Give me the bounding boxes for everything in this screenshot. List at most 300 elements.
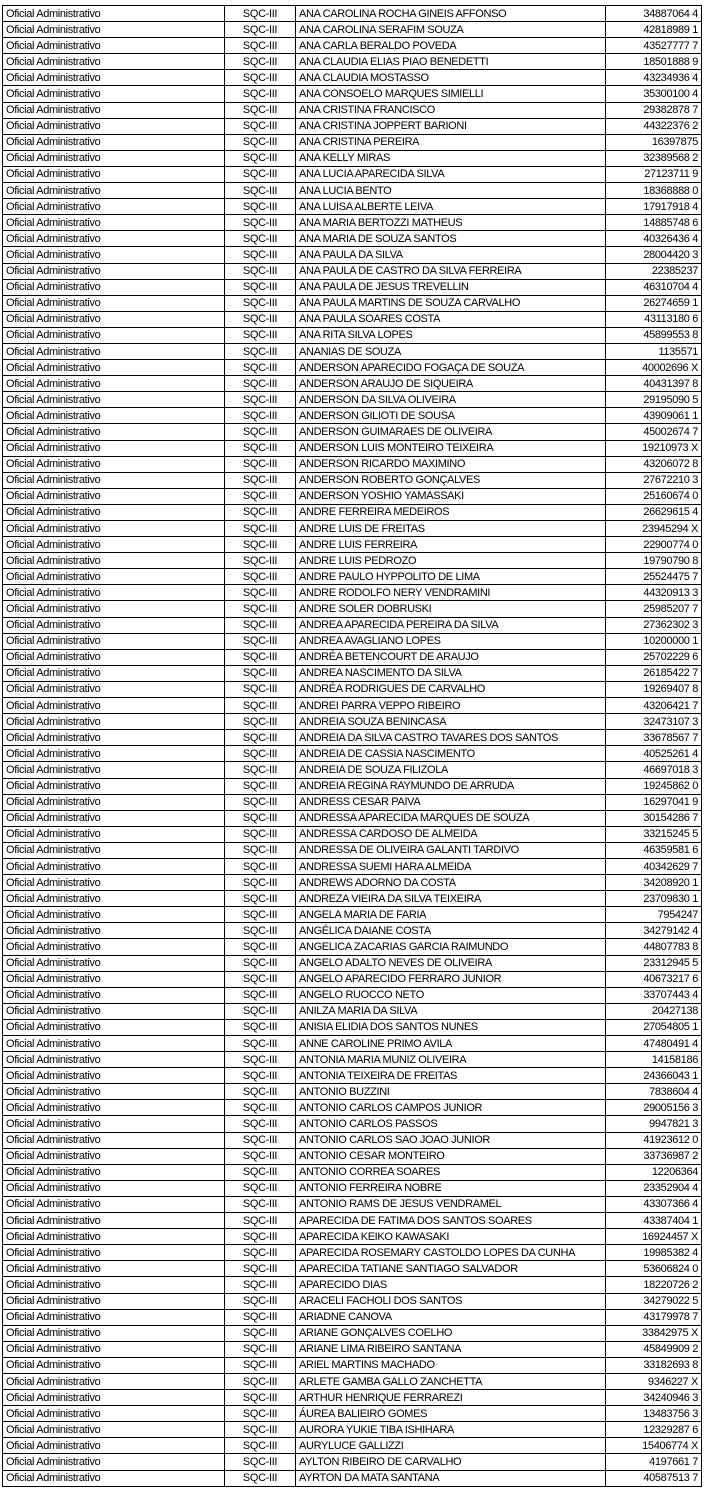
table-row [3, 1229, 702, 1245]
name-cell: ANGELICA ZACARIAS GARCIA RAIMUNDO [296, 939, 606, 955]
grade-cell: SQC-III [225, 810, 296, 826]
name-cell: ANDREZA VIEIRA DA SILVA TEIXEIRA [296, 891, 606, 907]
document-number-cell: 27123711 9 [606, 166, 702, 182]
table-row [3, 601, 702, 617]
name-cell: ANDREIA SOUZA BENINCASA [296, 714, 606, 730]
document-number-cell: 27672210 3 [606, 472, 702, 488]
table-row [3, 6, 702, 22]
document-number-cell: 32473107 3 [606, 714, 702, 730]
name-cell: ANDRE RODOLFO NERY VENDRAMINI [296, 585, 606, 601]
name-cell: ANDREIA DE SOUZA FILIZOLA [296, 762, 606, 778]
document-number-cell: 19210973 X [606, 440, 702, 456]
grade-cell: SQC-III [225, 1116, 296, 1132]
grade-cell: SQC-III [225, 778, 296, 794]
name-cell: ANA CAROLINA SERAFIM SOUZA [296, 22, 606, 38]
name-cell: ANA MARIA BERTOZZI MATHEUS [296, 215, 606, 231]
document-number-cell: 7954247 [606, 907, 702, 923]
grade-cell: SQC-III [225, 1277, 296, 1293]
grade-cell: SQC-III [225, 1422, 296, 1438]
role-cell: Oficial Administrativo [3, 1068, 225, 1084]
grade-cell: SQC-III [225, 569, 296, 585]
table-row [3, 263, 702, 279]
grade-cell: SQC-III [225, 1406, 296, 1422]
role-cell: Oficial Administrativo [3, 714, 225, 730]
grade-cell: SQC-III [225, 875, 296, 891]
document-number-cell: 34208920 1 [606, 875, 702, 891]
grade-cell: SQC-III [225, 392, 296, 408]
document-number-cell: 25985207 7 [606, 601, 702, 617]
document-number-cell: 43206421 7 [606, 698, 702, 714]
document-number-cell: 19269407 8 [606, 681, 702, 697]
document-number-cell: 22385237 [606, 263, 702, 279]
table-row [3, 1196, 702, 1212]
role-cell: Oficial Administrativo [3, 150, 225, 166]
table-row [3, 1261, 702, 1277]
name-cell: ANGELO RUOCCO NETO [296, 987, 606, 1003]
name-cell: ANA LUCIA BENTO [296, 183, 606, 199]
role-cell: Oficial Administrativo [3, 327, 225, 343]
role-cell: Oficial Administrativo [3, 762, 225, 778]
name-cell: APARECIDA DE FATIMA DOS SANTOS SOARES [296, 1213, 606, 1229]
document-number-cell: 22900774 0 [606, 537, 702, 553]
role-cell: Oficial Administrativo [3, 279, 225, 295]
table-row [3, 1406, 702, 1422]
name-cell: ANDREI PARRA VEPPO RIBEIRO [296, 698, 606, 714]
table-row [3, 826, 702, 842]
document-number-cell: 33182693 8 [606, 1357, 702, 1373]
document-number-cell: 42818989 1 [606, 22, 702, 38]
role-cell: Oficial Administrativo [3, 311, 225, 327]
role-cell: Oficial Administrativo [3, 86, 225, 102]
role-cell: Oficial Administrativo [3, 794, 225, 810]
table-row [3, 1003, 702, 1019]
role-cell: Oficial Administrativo [3, 649, 225, 665]
table-row [3, 955, 702, 971]
role-cell: Oficial Administrativo [3, 70, 225, 86]
grade-cell: SQC-III [225, 633, 296, 649]
role-cell: Oficial Administrativo [3, 1229, 225, 1245]
role-cell: Oficial Administrativo [3, 601, 225, 617]
document-number-cell: 17917918 4 [606, 199, 702, 215]
role-cell: Oficial Administrativo [3, 987, 225, 1003]
table-row [3, 38, 702, 54]
grade-cell: SQC-III [225, 1213, 296, 1229]
table-row [3, 842, 702, 858]
grade-cell: SQC-III [225, 714, 296, 730]
document-number-cell: 16924457 X [606, 1229, 702, 1245]
grade-cell: SQC-III [225, 617, 296, 633]
table-row [3, 923, 702, 939]
grade-cell: SQC-III [225, 1068, 296, 1084]
name-cell: ANDREIA REGINA RAYMUNDO DE ARRUDA [296, 778, 606, 794]
name-cell: ANDREIA DE CASSIA NASCIMENTO [296, 746, 606, 762]
table-row [3, 1052, 702, 1068]
table-row [3, 118, 702, 134]
document-number-cell: 40326436 4 [606, 231, 702, 247]
roster-table-body [3, 6, 702, 1487]
name-cell: ANA CAROLINA ROCHA GINEIS AFFONSO [296, 6, 606, 22]
grade-cell: SQC-III [225, 360, 296, 376]
name-cell: ANTONIO CARLOS CAMPOS JUNIOR [296, 1100, 606, 1116]
grade-cell: SQC-III [225, 150, 296, 166]
table-row [3, 569, 702, 585]
grade-cell: SQC-III [225, 327, 296, 343]
name-cell: ANA CONSOELO MARQUES SIMIELLI [296, 86, 606, 102]
role-cell: Oficial Administrativo [3, 537, 225, 553]
table-row [3, 553, 702, 569]
document-number-cell: 14158186 [606, 1052, 702, 1068]
table-row [3, 424, 702, 440]
name-cell: ANDRESS CESAR PAIVA [296, 794, 606, 810]
role-cell: Oficial Administrativo [3, 472, 225, 488]
document-number-cell: 23352904 4 [606, 1180, 702, 1196]
document-number-cell: 33736987 2 [606, 1148, 702, 1164]
grade-cell: SQC-III [225, 279, 296, 295]
name-cell: ANDRESSA APARECIDA MARQUES DE SOUZA [296, 810, 606, 826]
name-cell: ANDRE PAULO HYPPOLITO DE LIMA [296, 569, 606, 585]
table-row [3, 681, 702, 697]
name-cell: AURYLUCE GALLIZZI [296, 1438, 606, 1454]
table-row [3, 1357, 702, 1373]
table-row [3, 488, 702, 504]
grade-cell: SQC-III [225, 585, 296, 601]
name-cell: ARIADNE CANOVA [296, 1309, 606, 1325]
role-cell: Oficial Administrativo [3, 504, 225, 520]
document-number-cell: 23709830 1 [606, 891, 702, 907]
table-row [3, 1470, 702, 1486]
name-cell: ANGELO APARECIDO FERRARO JUNIOR [296, 971, 606, 987]
role-cell: Oficial Administrativo [3, 263, 225, 279]
document-number-cell: 7838604 4 [606, 1084, 702, 1100]
name-cell: ANDERSON APARECIDO FOGAÇA DE SOUZA [296, 360, 606, 376]
role-cell: Oficial Administrativo [3, 891, 225, 907]
name-cell: ANDRE LUIS PEDROZO [296, 553, 606, 569]
grade-cell: SQC-III [225, 22, 296, 38]
document-number-cell: 12206364 [606, 1164, 702, 1180]
name-cell: ANTONIA MARIA MUNIZ OLIVEIRA [296, 1052, 606, 1068]
name-cell: ANDRÉA RODRIGUES DE CARVALHO [296, 681, 606, 697]
role-cell: Oficial Administrativo [3, 1164, 225, 1180]
table-row [3, 746, 702, 762]
document-number-cell: 43307366 4 [606, 1196, 702, 1212]
name-cell: ANA LUISA ALBERTE LEIVA [296, 199, 606, 215]
table-row [3, 1309, 702, 1325]
document-number-cell: 43909061 1 [606, 408, 702, 424]
document-number-cell: 15406774 X [606, 1438, 702, 1454]
name-cell: ANA CLAUDIA MOSTASSO [296, 70, 606, 86]
table-row [3, 1293, 702, 1309]
document-number-cell: 40431397 8 [606, 376, 702, 392]
name-cell: ANDERSON ROBERTO GONÇALVES [296, 472, 606, 488]
grade-cell: SQC-III [225, 891, 296, 907]
name-cell: ANA PAULA MARTINS DE SOUZA CARVALHO [296, 295, 606, 311]
table-row [3, 1390, 702, 1406]
role-cell: Oficial Administrativo [3, 665, 225, 681]
document-number-cell: 43113180 6 [606, 311, 702, 327]
name-cell: ANA PAULA DE JESUS TREVELLIN [296, 279, 606, 295]
grade-cell: SQC-III [225, 424, 296, 440]
role-cell: Oficial Administrativo [3, 1390, 225, 1406]
name-cell: ANDREA NASCIMENTO DA SILVA [296, 665, 606, 681]
name-cell: ANNE CAROLINE PRIMO AVILA [296, 1036, 606, 1052]
name-cell: ANTONIO CESAR MONTEIRO [296, 1148, 606, 1164]
grade-cell: SQC-III [225, 102, 296, 118]
document-number-cell: 26185422 7 [606, 665, 702, 681]
name-cell: ANA KELLY MIRAS [296, 150, 606, 166]
grade-cell: SQC-III [225, 1180, 296, 1196]
grade-cell: SQC-III [225, 1003, 296, 1019]
document-number-cell: 29005156 3 [606, 1100, 702, 1116]
table-row [3, 1116, 702, 1132]
document-number-cell: 44322376 2 [606, 118, 702, 134]
table-row [3, 1084, 702, 1100]
role-cell: Oficial Administrativo [3, 1180, 225, 1196]
table-row [3, 714, 702, 730]
name-cell: ANDRESSA SUEMI HARA ALMEIDA [296, 858, 606, 874]
document-number-cell: 16397875 [606, 134, 702, 150]
name-cell: ANDERSON ARAUJO DE SIQUEIRA [296, 376, 606, 392]
role-cell: Oficial Administrativo [3, 1357, 225, 1373]
table-row [3, 665, 702, 681]
grade-cell: SQC-III [225, 247, 296, 263]
role-cell: Oficial Administrativo [3, 183, 225, 199]
role-cell: Oficial Administrativo [3, 118, 225, 134]
document-number-cell: 25160674 0 [606, 488, 702, 504]
name-cell: ANISIA ELIDIA DOS SANTOS NUNES [296, 1019, 606, 1035]
table-row [3, 1341, 702, 1357]
role-cell: Oficial Administrativo [3, 38, 225, 54]
role-cell: Oficial Administrativo [3, 1470, 225, 1486]
grade-cell: SQC-III [225, 199, 296, 215]
grade-cell: SQC-III [225, 1309, 296, 1325]
name-cell: ANDREA AVAGLIANO LOPES [296, 633, 606, 649]
grade-cell: SQC-III [225, 1325, 296, 1341]
document-number-cell: 41923612 0 [606, 1132, 702, 1148]
table-row [3, 1148, 702, 1164]
document-number-cell: 20427138 [606, 1003, 702, 1019]
role-cell: Oficial Administrativo [3, 698, 225, 714]
name-cell: ARACELI FACHOLI DOS SANTOS [296, 1293, 606, 1309]
grade-cell: SQC-III [225, 134, 296, 150]
name-cell: ANDREA APARECIDA PEREIRA DA SILVA [296, 617, 606, 633]
role-cell: Oficial Administrativo [3, 971, 225, 987]
role-cell: Oficial Administrativo [3, 6, 225, 22]
table-row [3, 794, 702, 810]
document-number-cell: 26274659 1 [606, 295, 702, 311]
name-cell: AYLTON RIBEIRO DE CARVALHO [296, 1454, 606, 1470]
document-number-cell: 33215245 5 [606, 826, 702, 842]
grade-cell: SQC-III [225, 826, 296, 842]
name-cell: ÁUREA BALIEIRO GOMES [296, 1406, 606, 1422]
role-cell: Oficial Administrativo [3, 1019, 225, 1035]
role-cell: Oficial Administrativo [3, 875, 225, 891]
grade-cell: SQC-III [225, 1196, 296, 1212]
name-cell: ANDERSON LUIS MONTEIRO TEIXEIRA [296, 440, 606, 456]
role-cell: Oficial Administrativo [3, 215, 225, 231]
name-cell: ANDRÉA BETENCOURT DE ARAUJO [296, 649, 606, 665]
name-cell: APARECIDA ROSEMARY CASTOLDO LOPES DA CUNHA [296, 1245, 606, 1261]
role-cell: Oficial Administrativo [3, 553, 225, 569]
name-cell: ANDREIA DA SILVA CASTRO TAVARES DOS SANTOS [296, 730, 606, 746]
table-row [3, 1373, 702, 1389]
document-number-cell: 40673217 6 [606, 971, 702, 987]
table-row [3, 1036, 702, 1052]
grade-cell: SQC-III [225, 1390, 296, 1406]
name-cell: ANDRESSA DE OLIVEIRA GALANTI TARDIVO [296, 842, 606, 858]
document-number-cell: 12329287 6 [606, 1422, 702, 1438]
name-cell: ANDREWS ADORNO DA COSTA [296, 875, 606, 891]
table-row [3, 875, 702, 891]
table-row [3, 166, 702, 182]
role-cell: Oficial Administrativo [3, 1277, 225, 1293]
name-cell: ANTONIO FERREIRA NOBRE [296, 1180, 606, 1196]
grade-cell: SQC-III [225, 553, 296, 569]
grade-cell: SQC-III [225, 907, 296, 923]
document-number-cell: 34279022 5 [606, 1293, 702, 1309]
table-row [3, 472, 702, 488]
grade-cell: SQC-III [225, 488, 296, 504]
name-cell: ANGELO ADALTO NEVES DE OLIVEIRA [296, 955, 606, 971]
role-cell: Oficial Administrativo [3, 569, 225, 585]
grade-cell: SQC-III [225, 118, 296, 134]
document-number-cell: 45002674 7 [606, 424, 702, 440]
name-cell: ANGÉLICA DAIANE COSTA [296, 923, 606, 939]
document-number-cell: 32389568 2 [606, 150, 702, 166]
table-row [3, 891, 702, 907]
role-cell: Oficial Administrativo [3, 1132, 225, 1148]
table-row [3, 440, 702, 456]
document-number-cell: 25524475 7 [606, 569, 702, 585]
table-row [3, 1164, 702, 1180]
table-row [3, 971, 702, 987]
document-number-cell: 40002696 X [606, 360, 702, 376]
table-row [3, 1180, 702, 1196]
grade-cell: SQC-III [225, 955, 296, 971]
grade-cell: SQC-III [225, 681, 296, 697]
document-number-cell: 33678567 7 [606, 730, 702, 746]
grade-cell: SQC-III [225, 86, 296, 102]
table-row [3, 1454, 702, 1470]
table-row [3, 102, 702, 118]
grade-cell: SQC-III [225, 1148, 296, 1164]
role-cell: Oficial Administrativo [3, 1373, 225, 1389]
role-cell: Oficial Administrativo [3, 424, 225, 440]
document-number-cell: 19245862 0 [606, 778, 702, 794]
role-cell: Oficial Administrativo [3, 521, 225, 537]
table-row [3, 22, 702, 38]
grade-cell: SQC-III [225, 537, 296, 553]
grade-cell: SQC-III [225, 842, 296, 858]
grade-cell: SQC-III [225, 215, 296, 231]
role-cell: Oficial Administrativo [3, 939, 225, 955]
role-cell: Oficial Administrativo [3, 1100, 225, 1116]
table-row [3, 327, 702, 343]
role-cell: Oficial Administrativo [3, 247, 225, 263]
role-cell: Oficial Administrativo [3, 1116, 225, 1132]
table-row [3, 134, 702, 150]
role-cell: Oficial Administrativo [3, 778, 225, 794]
document-number-cell: 47480491 4 [606, 1036, 702, 1052]
name-cell: ANTONIO RAMS DE JESUS VENDRAMEL [296, 1196, 606, 1212]
role-cell: Oficial Administrativo [3, 1261, 225, 1277]
table-row [3, 150, 702, 166]
table-row [3, 183, 702, 199]
role-cell: Oficial Administrativo [3, 923, 225, 939]
grade-cell: SQC-III [225, 311, 296, 327]
role-cell: Oficial Administrativo [3, 585, 225, 601]
role-cell: Oficial Administrativo [3, 22, 225, 38]
table-row [3, 54, 702, 70]
document-number-cell: 1135571 [606, 343, 702, 359]
name-cell: ANANIAS DE SOUZA [296, 343, 606, 359]
table-row [3, 649, 702, 665]
table-row [3, 521, 702, 537]
grade-cell: SQC-III [225, 1341, 296, 1357]
name-cell: ANTONIO CARLOS SAO JOAO JUNIOR [296, 1132, 606, 1148]
role-cell: Oficial Administrativo [3, 166, 225, 182]
grade-cell: SQC-III [225, 6, 296, 22]
grade-cell: SQC-III [225, 698, 296, 714]
role-cell: Oficial Administrativo [3, 617, 225, 633]
document-number-cell: 43387404 1 [606, 1213, 702, 1229]
document-number-cell: 24366043 1 [606, 1068, 702, 1084]
role-cell: Oficial Administrativo [3, 907, 225, 923]
document-number-cell: 18501888 9 [606, 54, 702, 70]
document-number-cell: 40342629 7 [606, 858, 702, 874]
role-cell: Oficial Administrativo [3, 1084, 225, 1100]
document-number-cell: 16297041 9 [606, 794, 702, 810]
role-cell: Oficial Administrativo [3, 1438, 225, 1454]
grade-cell: SQC-III [225, 521, 296, 537]
role-cell: Oficial Administrativo [3, 1325, 225, 1341]
grade-cell: SQC-III [225, 1100, 296, 1116]
name-cell: ANDERSON GUIMARAES DE OLIVEIRA [296, 424, 606, 440]
role-cell: Oficial Administrativo [3, 1454, 225, 1470]
grade-cell: SQC-III [225, 1373, 296, 1389]
grade-cell: SQC-III [225, 1261, 296, 1277]
table-row [3, 762, 702, 778]
grade-cell: SQC-III [225, 794, 296, 810]
table-row [3, 617, 702, 633]
name-cell: ANA CLAUDIA ELIAS PIAO BENEDETTI [296, 54, 606, 70]
grade-cell: SQC-III [225, 923, 296, 939]
grade-cell: SQC-III [225, 1084, 296, 1100]
name-cell: ARLETE GAMBA GALLO ZANCHETTA [296, 1373, 606, 1389]
table-row [3, 778, 702, 794]
document-number-cell: 28004420 3 [606, 247, 702, 263]
document-number-cell: 43234936 4 [606, 70, 702, 86]
document-number-cell: 43179978 7 [606, 1309, 702, 1325]
grade-cell: SQC-III [225, 376, 296, 392]
grade-cell: SQC-III [225, 987, 296, 1003]
name-cell: ANTONIA TEIXEIRA DE FREITAS [296, 1068, 606, 1084]
grade-cell: SQC-III [225, 343, 296, 359]
grade-cell: SQC-III [225, 456, 296, 472]
name-cell: ANA LUCIA APARECIDA SILVA [296, 166, 606, 182]
role-cell: Oficial Administrativo [3, 376, 225, 392]
name-cell: ANTONIO CARLOS PASSOS [296, 1116, 606, 1132]
grade-cell: SQC-III [225, 1357, 296, 1373]
document-number-cell: 27054805 1 [606, 1019, 702, 1035]
table-row [3, 343, 702, 359]
table-row [3, 633, 702, 649]
table-row [3, 456, 702, 472]
document-number-cell: 27362302 3 [606, 617, 702, 633]
role-cell: Oficial Administrativo [3, 408, 225, 424]
table-row [3, 1245, 702, 1261]
role-cell: Oficial Administrativo [3, 1052, 225, 1068]
role-cell: Oficial Administrativo [3, 102, 225, 118]
